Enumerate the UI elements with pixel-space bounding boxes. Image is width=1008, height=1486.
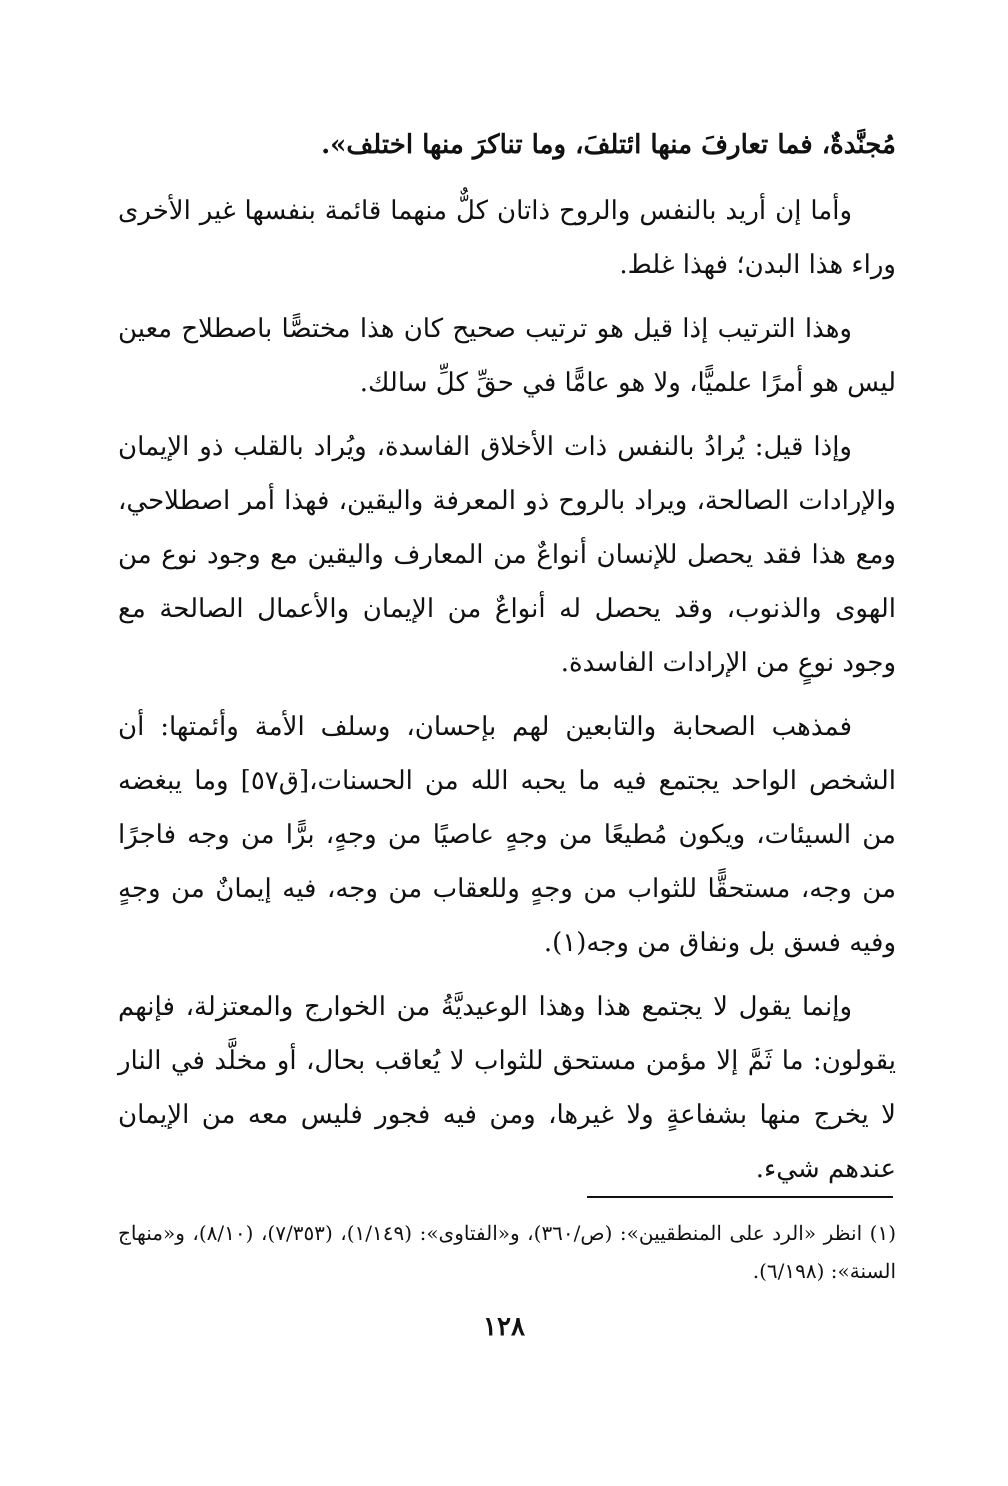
footnote-divider xyxy=(587,1196,893,1198)
paragraph-nafs-ruh: وأما إن أريد بالنفس والروح ذاتان كلٌّ منهما قائمة بنفسها غير الأخرى وراء هذا البدن؛ فهذا غلط. xyxy=(118,196,896,280)
paragraph-tartib: وهذا الترتيب إذا قيل هو ترتيب صحيح كان هذا مختصًّا باصطلاح معين ليس هو أمرًا علميًّا، ولا هو عامًّا في حقِّ كلِّ سالك. xyxy=(118,314,896,398)
paragraph-sahaba-madhhab: فمذهب الصحابة والتابعين لهم بإحسان، وسلف الأمة وأئمتها: أن الشخص الواحد يجتمع فيه ما يحبه الله من الحسنات،[ق٥٧] وما يبغضه من السيئات، ويكون مُطيعًا من وجهٍ عاصيًا من وجهٍ، برًّا من وجه فاجرًا من وجه، مستحقًّا للثواب من وجهٍ وللعقاب من وجه، فيه إيمانٌ من وجهٍ وفيه فسق بل ونفاق من وجه(١). xyxy=(118,712,896,958)
paragraph-continuation: مُجنَّدةٌ، فما تعارفَ منها ائتلفَ، وما تناكرَ منها اختلف». xyxy=(321,130,896,160)
main-text xyxy=(118,118,896,1196)
page-number: ١٢٨ xyxy=(483,1312,525,1342)
paragraph-waidiyya: وإنما يقول لا يجتمع هذا وهذا الوعيديَّةُ من الخوارج والمعتزلة، فإنهم يقولون: ما ثَمَّ إلا مؤمن مستحق للثواب لا يُعاقب بحال، أو مخلَّد في النار لا يخرج منها بشفاعةٍ ولا غيرها، ومن فيه فجور فليس معه من الإيمان عندهم شيء. xyxy=(118,992,896,1184)
footnotes xyxy=(118,1214,896,1290)
footnote-1: (١) انظر «الرد على المنطقيين»: (ص/٣٦٠)، و«الفتاوى»: (١/١٤٩)، (٧/٣٥٣)، (٨/١٠)، و«منهاج السنة»: (٦/١٩٨). xyxy=(118,1221,897,1283)
paragraph-istilahi: وإذا قيل: يُرادُ بالنفس ذات الأخلاق الفاسدة، ويُراد بالقلب ذو الإيمان والإرادات الصالحة، ويراد بالروح ذو المعرفة واليقين، فهذا أمر اصطلاحي، ومع هذا فقد يحصل للإنسان أنواعٌ من المعارف واليقين مع وجود نوع من الهوى والذنوب، وقد يحصل له أنواعٌ من الإيمان والأعمال الصالحة مع وجود نوعٍ من الإرادات الفاسدة. xyxy=(118,432,896,678)
